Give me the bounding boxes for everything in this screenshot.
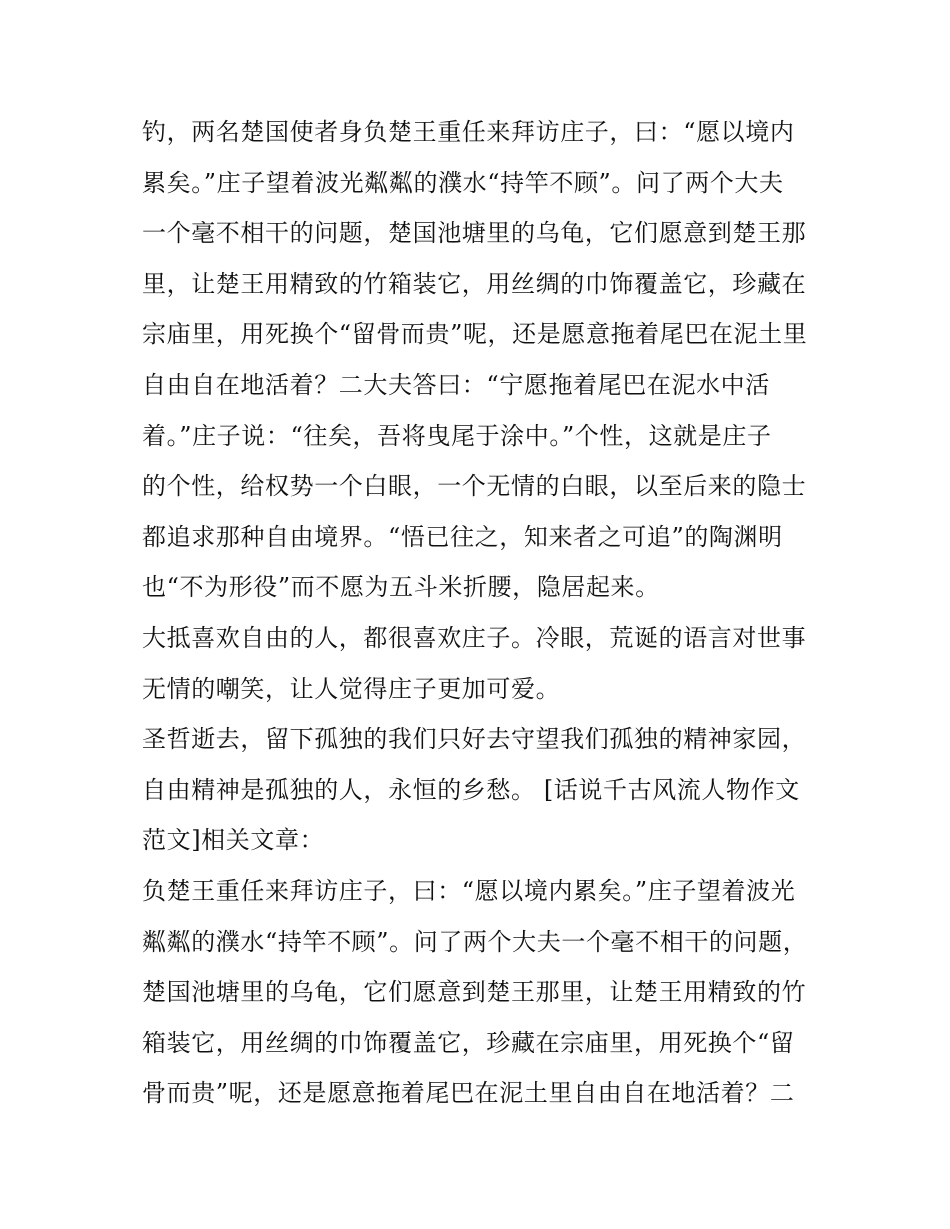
text-line: 无情的嘲笑，让人觉得庄子更加可爱。 [142,674,561,703]
text-line: 一个毫不相干的问题，楚国池塘里的乌龟，它们愿意到楚王那 [142,219,807,248]
text-line: 圣哲逝去，留下孤独的我们只好去守望我们孤独的精神家园， [142,725,807,754]
text-line: 楚国池塘里的乌龟，它们愿意到楚王那里，让楚王用精致的竹 [142,978,807,1007]
document-body [142,107,822,1119]
text-line: 的个性，给权势一个白眼，一个无情的白眼，以至后来的隐士 [142,472,807,501]
text-line: 也“不为形役”而不愿为五斗米折腰，隐居起来。 [142,573,660,602]
text-line: 范文]相关文章： [142,826,325,855]
text-line: 都追求那种自由境界。“悟已往之，知来者之可追”的陶渊明 [142,522,783,551]
text-line: 大抵喜欢自由的人，都很喜欢庄子。冷眼，荒诞的语言对世事 [142,623,807,652]
text-line: 里，让楚王用精致的竹箱装它，用丝绸的巾饰覆盖它，珍藏在 [142,269,807,298]
text-line: 自由精神是孤独的人，永恒的乡愁。 [话说千古风流人物作文 [142,775,800,804]
text-line: 宗庙里，用死换个“留骨而贵”呢，还是愿意拖着尾巴在泥土里 [142,320,808,349]
text-line: 累矣。”庄子望着波光粼粼的濮水“持竿不顾”。问了两个大夫 [142,168,784,197]
text-line: 负楚王重任来拜访庄子，曰：“愿以境内累矣。”庄子望着波光 [142,876,796,905]
text-line: 着。”庄子说：“往矣，吾将曳尾于涂中。”个性，这就是庄子 [142,421,772,450]
text-line: 钓，两名楚国使者身负楚王重任来拜访庄子，曰：“愿以境内 [142,118,795,146]
text-line: 箱装它，用丝绸的巾饰覆盖它，珍藏在宗庙里，用死换个“留 [142,1028,795,1057]
text-line: 骨而贵”呢，还是愿意拖着尾巴在泥土里自由自在地活着？二 [142,1079,795,1108]
text-line: 粼粼的濮水“持竿不顾”。问了两个大夫一个毫不相干的问题， [142,927,808,956]
text-line: 自由自在地活着？二大夫答曰：“宁愿拖着尾巴在泥水中活 [142,370,770,399]
